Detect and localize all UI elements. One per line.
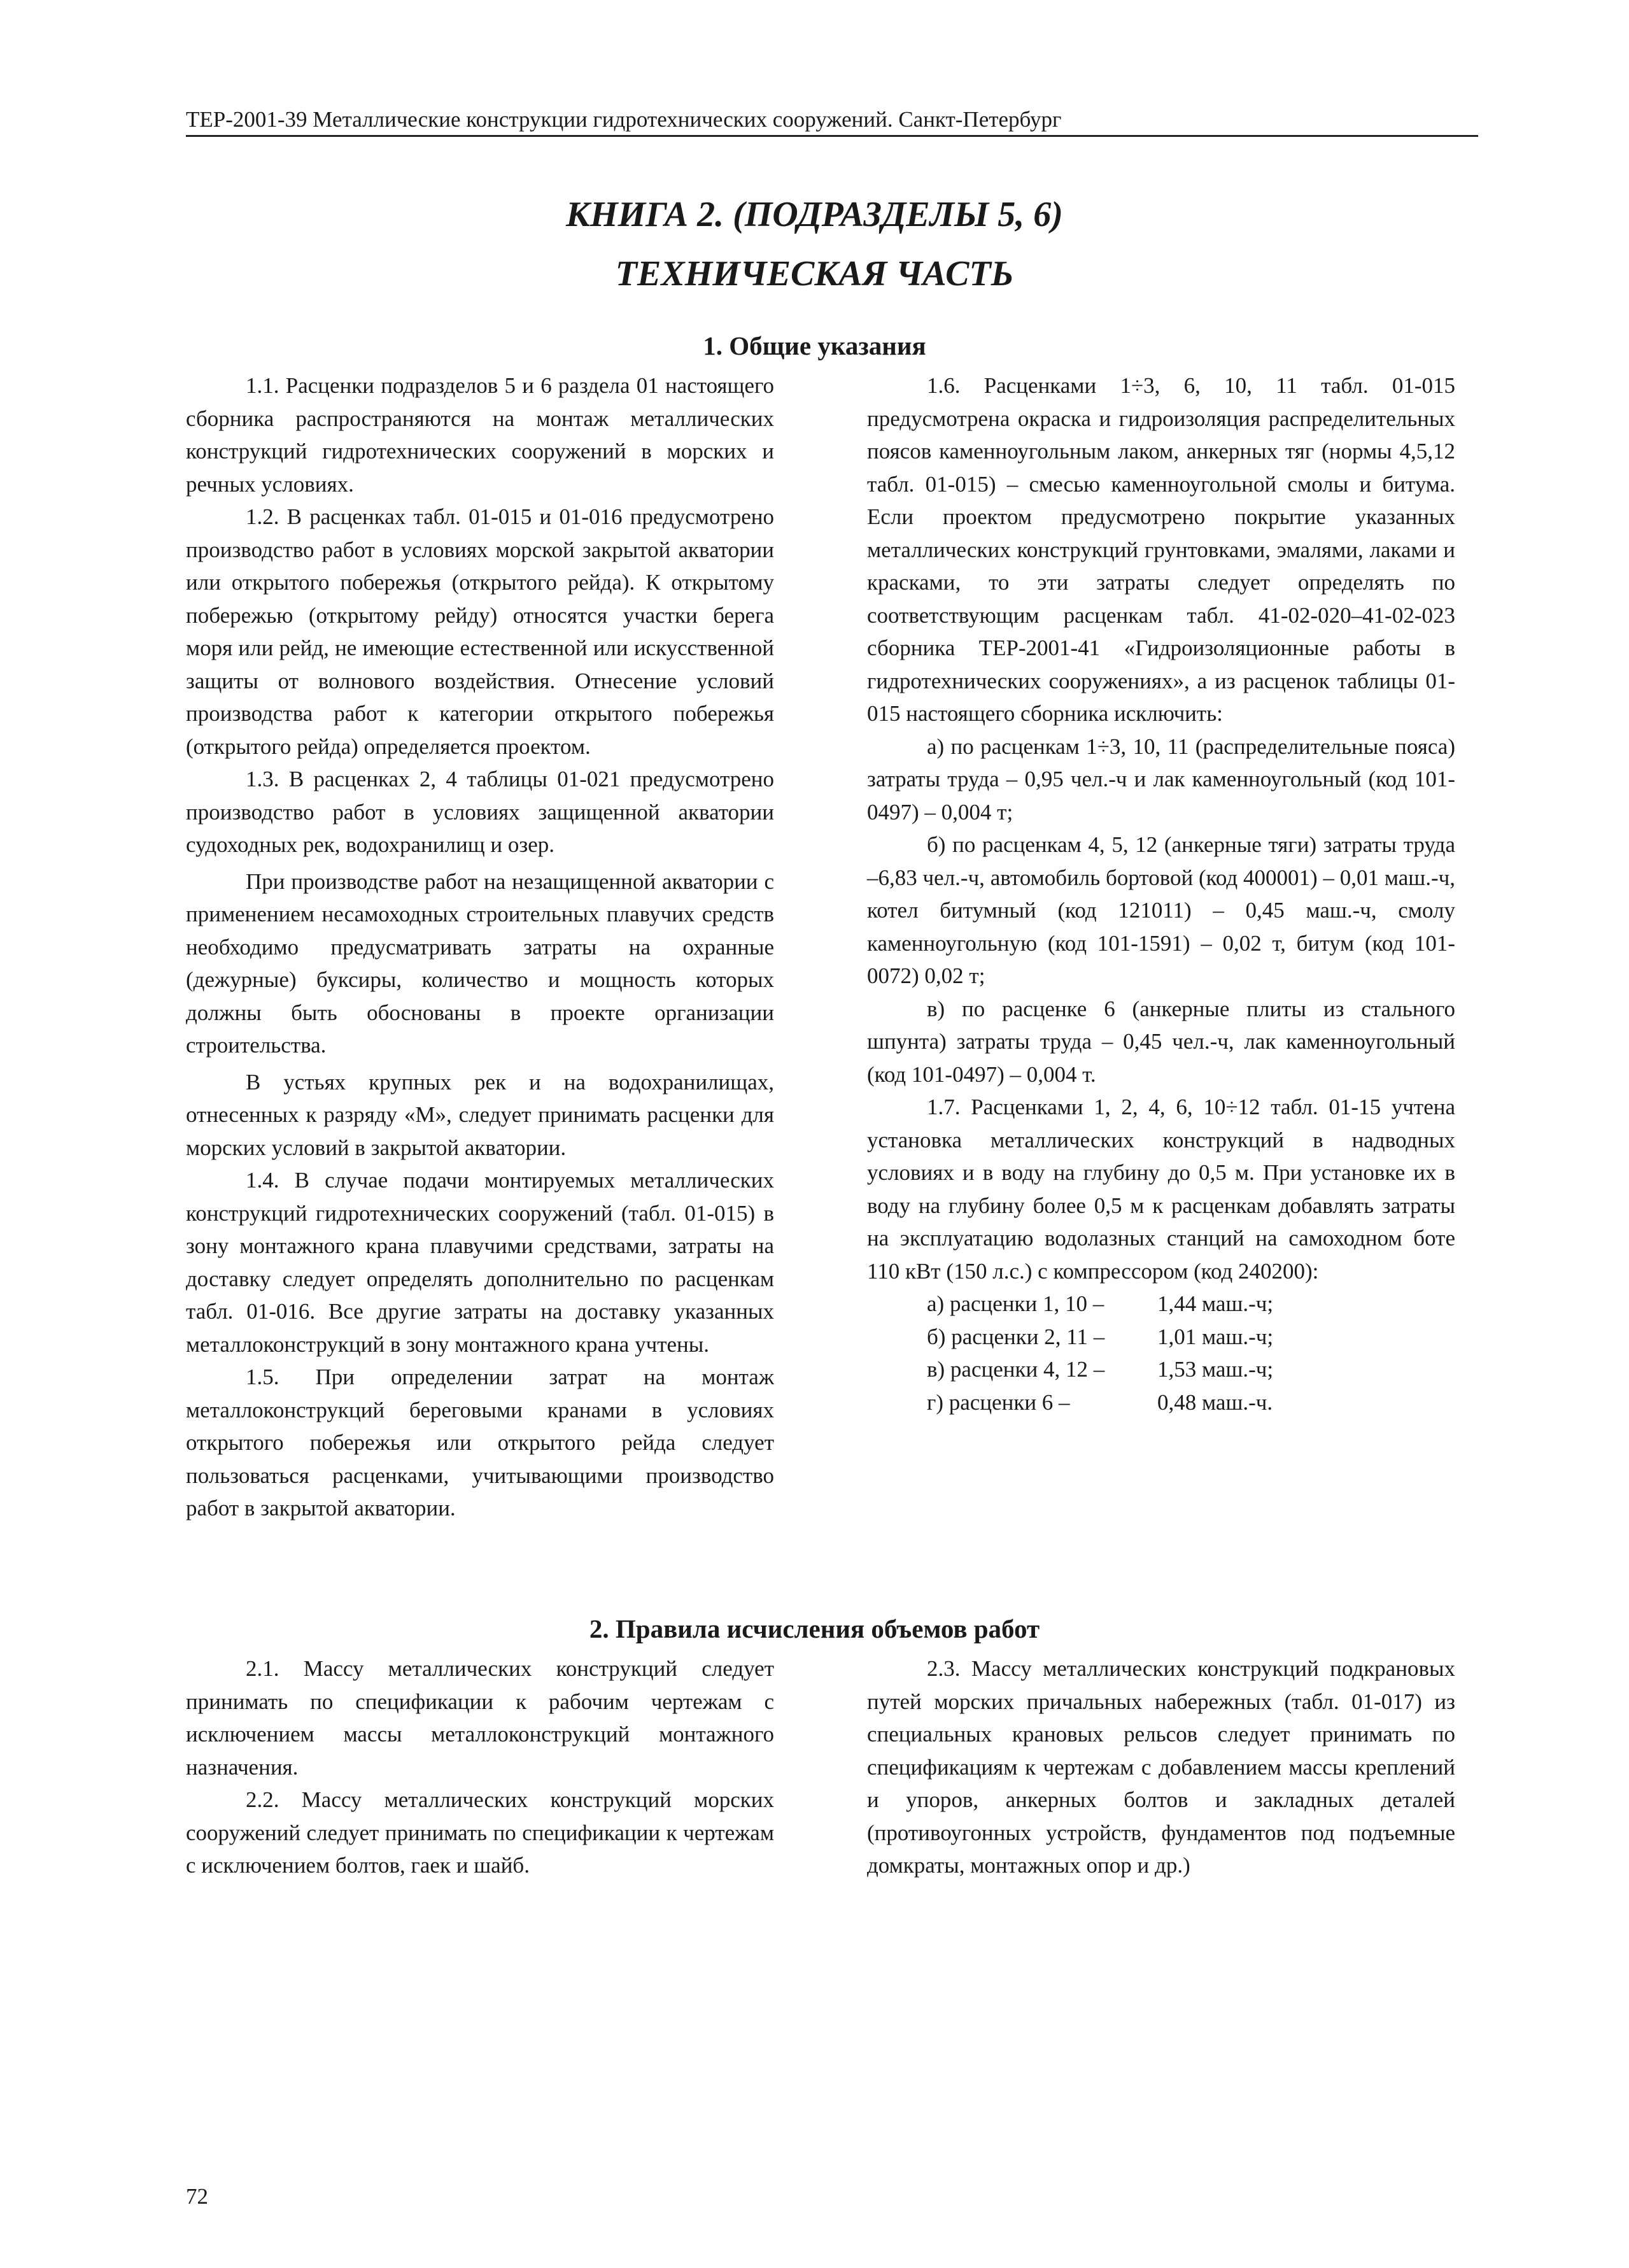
- paragraph-1-2: 1.2. В расценках табл. 01-015 и 01-016 предусмотрено производство работ в условиях морской закрытой акватории или открытого побережья (открытого рейда). К открытому побережью (открытому рейду) относятся участки берега моря или рейд, не имеющие естественной или искусственной защиты от волнового воздействия. Отнесение условий производства работ к категории открытого побережья (открытого рейда) определяется проектом.: [186, 504, 774, 759]
- section-2-title: 2. Правила исчисления объемов работ: [589, 1614, 1040, 1643]
- part-title: ТЕХНИЧЕСКАЯ ЧАСТЬ: [615, 254, 1014, 294]
- paragraph-1-3-unprotected: При производстве работ на незащищенной акватории с применением несамоходных строительных плавучих средств необходимо предусматривать затраты на охранные (дежурные) буксиры, количество и мощность которых должны быть обоснованы в проекте организации строительства.: [186, 868, 774, 1058]
- tariff-value: 1,01 маш.-ч;: [1157, 1324, 1274, 1349]
- tariff-value: 0,48 маш.-ч.: [1157, 1389, 1273, 1415]
- paragraph-1-6-a: а) по расценкам 1÷3, 10, 11 (распределительные пояса) затраты труда – 0,95 чел.-ч и лак каменноугольный (код 101-0497) – 0,004 т;: [867, 734, 1455, 825]
- tariff-item: [867, 1287, 1455, 1321]
- tariff-item: [867, 1321, 1455, 1354]
- paragraph-2-2: 2.2. Массу металлических конструкций морских сооружений следует принимать по спецификации к чертежам с исключением болтов, гаек и шайб.: [186, 1787, 774, 1878]
- tariff-value: 1,44 маш.-ч;: [1157, 1291, 1274, 1316]
- paragraph-1-6-b: б) по расценкам 4, 5, 12 (анкерные тяги) затраты труда –6,83 чел.-ч, автомобиль бортовой (код 400001) – 0,01 маш.-ч, котел битумный (код 121011) – 0,45 маш.-ч, смолу каменноугольную (код 101-1591) – 0,02 т, битум (код 101-0072) 0,02 т;: [867, 832, 1455, 988]
- paragraph-1-3-river-mouths: В устьях крупных рек и на водохранилищах, отнесенных к разряду «М», следует принимать расценки для морских условий в закрытой акватории.: [186, 1069, 774, 1160]
- tariff-value: 1,53 маш.-ч;: [1157, 1357, 1274, 1382]
- tariff-label: г) расценки 6 –: [927, 1389, 1070, 1415]
- tariff-list: [867, 1287, 1455, 1419]
- paragraph-1-6: 1.6. Расценками 1÷3, 6, 10, 11 табл. 01-015 предусмотрена окраска и гидроизоляция распределительных поясов каменноугольным лаком, анкерных тяг (нормы 4,5,12 табл. 01-015) – смесью каменноугольной смолы и битума. Если проектом предусмотрено покрытие указанных металлических конструкций грунтовками, эмалями, лаками и красками, то эти затраты следует определять по соответствующим расценкам табл. 41-02-020–41-02-023 сборника ТЕР-2001-41 «Гидроизоляционные работы в гидротехнических сооружениях», а из расценок таблицы 01-015 настоящего сборника исключить:: [867, 373, 1455, 726]
- page-number: 72: [186, 2184, 208, 2209]
- section-1-left-column: [186, 369, 774, 1525]
- paragraph-1-6-c: в) по расценке 6 (анкерные плиты из стального шпунта) затраты труда – 0,45 чел.-ч, лак каменноугольный (код 101-0497) – 0,004 т.: [867, 996, 1455, 1087]
- tariff-item: [867, 1353, 1455, 1386]
- section-1-right-column: [867, 369, 1455, 1419]
- paragraph-1-5: 1.5. При определении затрат на монтаж металлоконструкций береговыми кранами в условиях открытого побережья или открытого рейда следует пользоваться расценками, учитывающими производство работ в закрытой акватории.: [186, 1364, 774, 1520]
- tariff-label: в) расценки 4, 12 –: [927, 1357, 1105, 1382]
- paragraph-1-4: 1.4. В случае подачи монтируемых металлических конструкций гидротехнических сооружений (табл. 01-015) в зону монтажного крана плавучими средствами, затраты на доставку следует определять дополнительно по расценкам табл. 01-016. Все другие затраты на доставку указанных металлоконструкций в зону монтажного крана учтены.: [186, 1168, 774, 1357]
- section-2-right-column: [867, 1652, 1455, 1882]
- section-2-left-column: [186, 1652, 774, 1882]
- book-title: КНИГА 2. (ПОДРАЗДЕЛЫ 5, 6): [566, 195, 1063, 234]
- paragraph-1-7: 1.7. Расценками 1, 2, 4, 6, 10÷12 табл. 01-15 учтена установка металлических конструкций в надводных условиях и в воду на глубину до 0,5 м. При установке их в воду на глубину более 0,5 м к расценкам добавлять затраты на эксплуатацию водолазных станций на самоходном боте 110 кВт (150 л.с.) с компрессором (код 240200):: [867, 1095, 1455, 1284]
- section-1-title: 1. Общие указания: [703, 331, 926, 360]
- paragraph-1-1: 1.1. Расценки подразделов 5 и 6 раздела 01 настоящего сборника распространяются на монтаж металлических конструкций гидротехнических сооружений в морских и речных условиях.: [186, 373, 774, 497]
- paragraph-1-3: 1.3. В расценках 2, 4 таблицы 01-021 предусмотрено производство работ в условиях защищенной акватории судоходных рек, водохранилищ и озер.: [186, 767, 774, 857]
- running-header: ТЕР-2001-39 Металлические конструкции гидротехнических сооружений. Санкт-Петербург: [186, 106, 1478, 137]
- paragraph-2-1: 2.1. Массу металлических конструкций следует принимать по спецификации к рабочим чертежам с исключением массы металлоконструкций монтажного назначения.: [186, 1656, 774, 1780]
- tariff-item: [867, 1386, 1455, 1419]
- tariff-label: б) расценки 2, 11 –: [927, 1324, 1105, 1349]
- paragraph-2-3: 2.3. Массу металлических конструкций подкрановых путей морских причальных набережных (табл. 01-017) из специальных крановых рельсов следует принимать по спецификациям к чертежам с добавлением массы креплений и упоров, анкерных болтов и закладных деталей (противоугонных устройств, фундаментов под подъемные домкраты, монтажных опор и др.): [867, 1656, 1455, 1878]
- tariff-label: а) расценки 1, 10 –: [927, 1291, 1104, 1316]
